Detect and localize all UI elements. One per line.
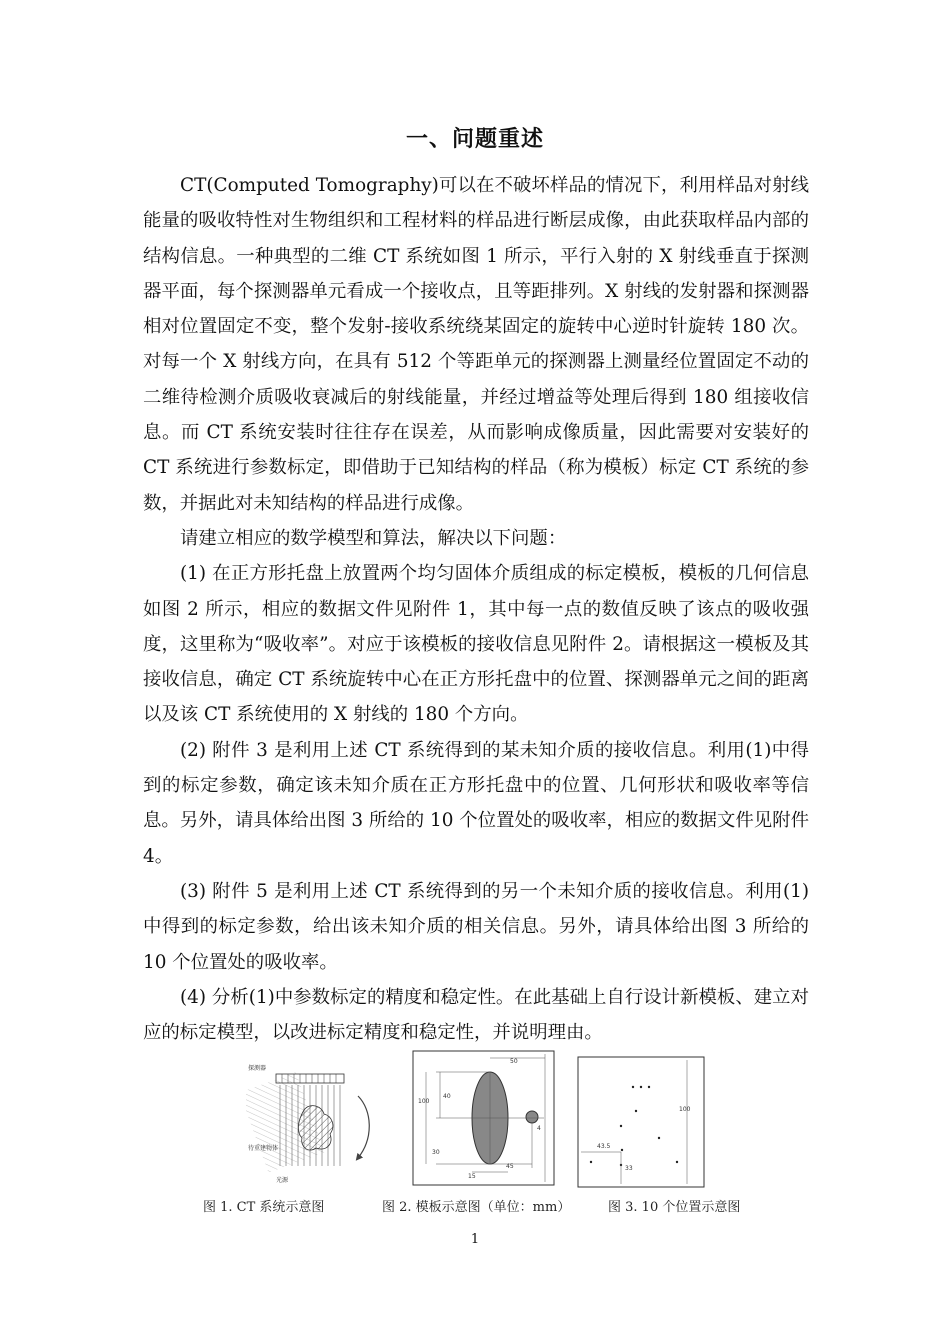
fig3-dim-43: 43.5 bbox=[597, 1143, 611, 1150]
body-text bbox=[143, 168, 809, 1050]
position-point bbox=[621, 1149, 623, 1151]
rotation-arrow bbox=[358, 1096, 369, 1158]
fig2-dim-left: 100 bbox=[418, 1098, 430, 1105]
position-point bbox=[635, 1110, 637, 1112]
paragraph-intro: CT(Computed Tomography)可以在不破坏样品的情况下，利用样品对射线能量的吸收特性对生物组织和工程材料的样品进行断层成像，由此获取样品内部的结构信息。一种典型的二维 CT 系统如图 1 所示，平行入射的 X 射线垂直于探测器平面，每个探测器单元看成一个接收点，且等距排列。X 射线的发射器和探测器相对位置固定不变，整个发射-接收系统绕某固定的旋转中心逆时针旋转 180 次。对每一个 X 射线方向，在具有 512 个等距单元的探测器上测量经位置固定不动的二维待检测介质吸收衰减后的射线能量，并经过增益等处理后得到 180 组接收信息。而 CT 系统安装时往往存在误差，从而影响成像质量，因此需要对安装好的 CT 系统进行参数标定，即借助于已知结构的样品（称为模板）标定 CT 系统的参数，并据此对未知结构的样品进行成像。 bbox=[143, 175, 809, 514]
figure-1-caption: 图 1. CT 系统示意图 bbox=[203, 1200, 325, 1215]
paragraph-q3: (3) 附件 5 是利用上述 CT 系统得到的另一个未知介质的接收信息。利用(1)中得到的标定参数，给出该未知介质的相关信息。另外，请具体给出图 3 所给的 10 个位置处的吸收率。 bbox=[143, 880, 809, 973]
position-point bbox=[640, 1086, 642, 1088]
fig1-medium-label: 待重建物体 bbox=[248, 1145, 279, 1152]
circle-medium bbox=[526, 1111, 538, 1123]
position-point bbox=[676, 1161, 678, 1163]
figure-2-caption: 图 2. 模板示意图（单位：mm） bbox=[382, 1200, 571, 1215]
fig2-dim-4: 4 bbox=[537, 1125, 541, 1132]
position-point bbox=[590, 1161, 592, 1163]
fig3-dim-33: 33 bbox=[625, 1165, 633, 1172]
figure-3-caption: 图 3. 10 个位置示意图 bbox=[608, 1200, 741, 1215]
figure-3-positions bbox=[577, 1056, 705, 1188]
fig2-dim-15: 15 bbox=[468, 1173, 476, 1180]
page-number: 1 bbox=[470, 1232, 480, 1247]
position-point bbox=[632, 1086, 634, 1088]
fig2-dim-45: 45 bbox=[506, 1163, 514, 1170]
position-point bbox=[658, 1137, 660, 1139]
sample-object bbox=[298, 1106, 333, 1150]
position-point bbox=[620, 1125, 622, 1127]
positions-frame bbox=[578, 1057, 704, 1187]
position-point bbox=[648, 1086, 650, 1088]
paragraph-q4: (4) 分析(1)中参数标定的精度和稳定性。在此基础上自行设计新模板、建立对应的标定模型，以改进标定精度和稳定性，并说明理由。 bbox=[143, 986, 809, 1044]
fig1-source-label: 光源 bbox=[276, 1177, 289, 1184]
fig1-detector-label: 探测器 bbox=[248, 1065, 267, 1072]
fig2-dim-top: 50 bbox=[510, 1058, 518, 1065]
fig2-dim-40: 40 bbox=[443, 1093, 451, 1100]
paragraph-task: 请建立相应的数学模型和算法，解决以下问题： bbox=[180, 527, 567, 549]
fig2-dim-30: 30 bbox=[432, 1149, 440, 1156]
section-title: 一、问题重述 bbox=[405, 127, 544, 152]
figure-1-ct-system bbox=[246, 1058, 386, 1188]
fig3-dim-100: 100 bbox=[679, 1106, 691, 1113]
paragraph-q2: (2) 附件 3 是利用上述 CT 系统得到的某未知介质的接收信息。利用(1)中得到的标定参数，确定该未知介质在正方形托盘中的位置、几何形状和吸收率等信息。另外，请具体给出图 3 所给的 10 个位置处的吸收率，相应的数据文件见附件 4。 bbox=[143, 739, 809, 867]
paragraph-q1: (1) 在正方形托盘上放置两个均匀固体介质组成的标定模板，模板的几何信息如图 2 所示，相应的数据文件见附件 1，其中每一点的数值反映了该点的吸收强度，这里称为“吸收率”。对应于该模板的接收信息见附件 2。请根据这一模板及其接收信息，确定 CT 系统旋转中心在正方形托盘中的位置、探测器单元之间的距离以及该 CT 系统使用的 X 射线的 180 个方向。 bbox=[143, 563, 809, 726]
figure-2-template bbox=[412, 1050, 555, 1186]
